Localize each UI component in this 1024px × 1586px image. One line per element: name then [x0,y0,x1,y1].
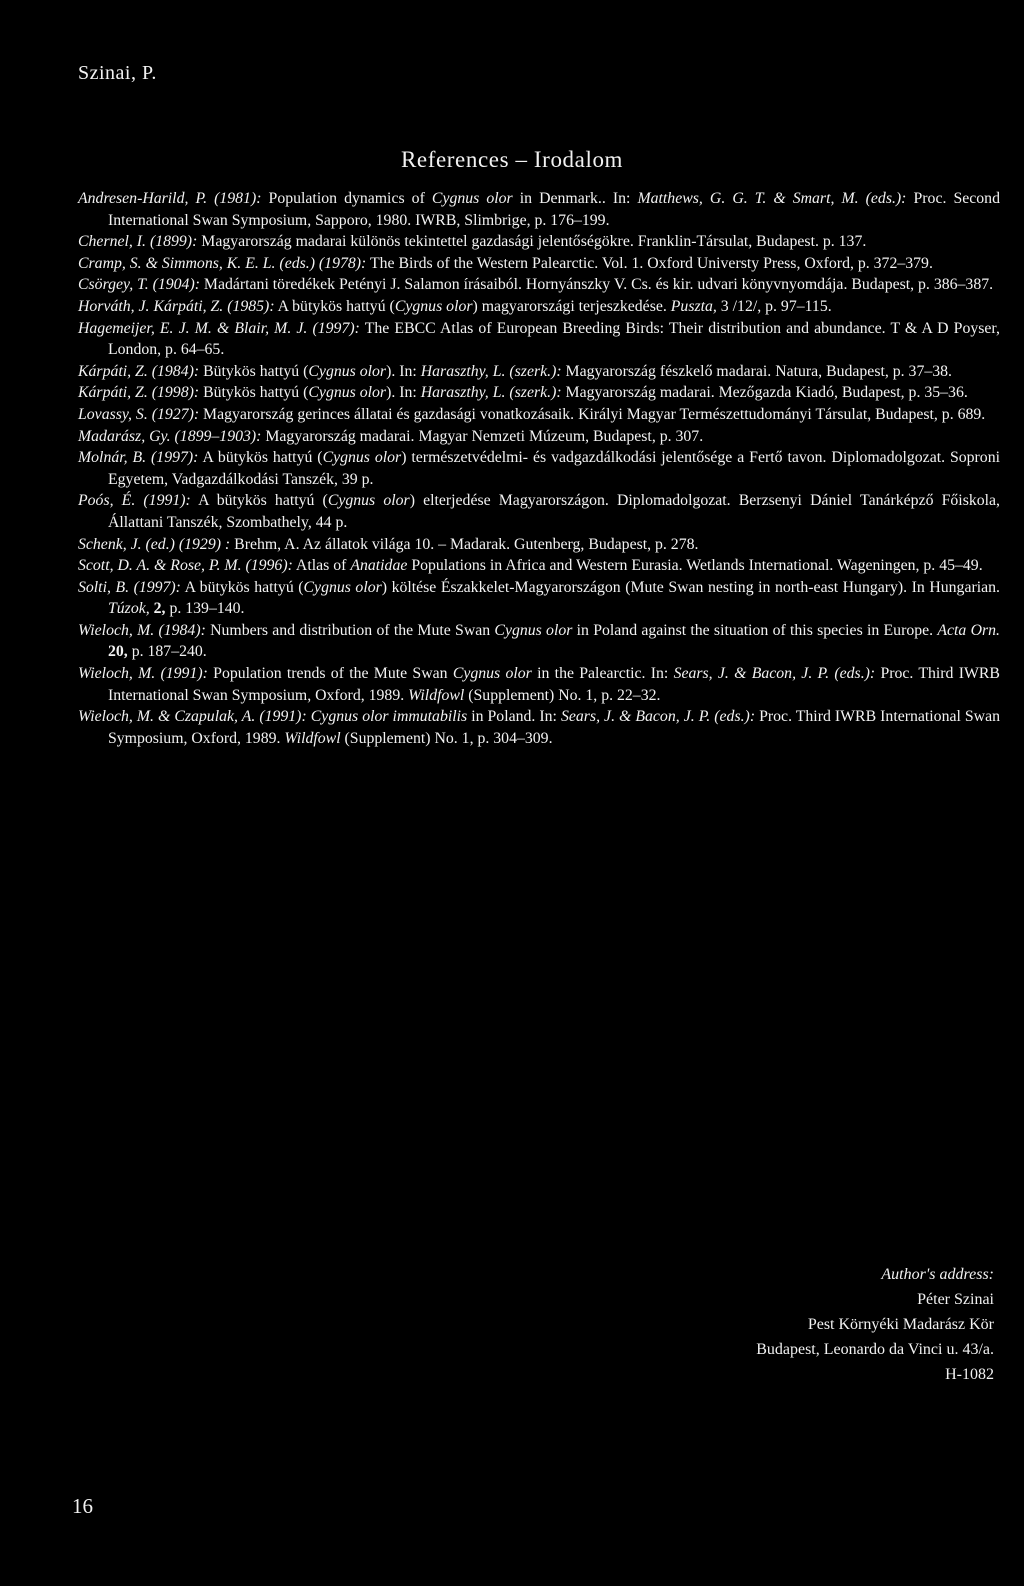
reference-italic-text: Cygnus olor [322,449,402,467]
reference-entry [78,577,1000,620]
reference-italic-text: Kárpáti, Z. (1998): [78,384,200,402]
reference-text: A bütykös hattyú ( [190,492,328,510]
reference-text: ) természetvédelmi- és vadgazdálkodási jelentősége a Fertő tavon. Diplomadolgozat. Soproni Egyetem, Vadgazdálkodási Tanszék, 39 p. [108,449,1000,488]
page-number: 16 [72,1494,93,1518]
reference-text: Bütykös hattyú ( [199,384,309,402]
reference-italic-text: Wieloch, M. & Czapulak, A. (1991): [78,708,307,726]
reference-entry [78,426,1000,448]
address-line: Pest Környéki Madarász Kör [807,1316,994,1333]
reference-text: Magyarország madarai. Mezőgazda Kiadó, Budapest, p. 35–36. [561,384,968,402]
reference-italic-text: Cygnus olor [452,665,532,683]
reference-italic-text: Wildfowl [284,729,341,747]
reference-italic-text: Wieloch, M. (1991): [78,665,208,683]
reference-text: Proc. Second International Swan Symposium, Sapporo, 1980. IWRB, Slimbrige, p. 176–199. [108,190,1000,229]
reference-text: ). In: [386,362,421,380]
reference-italic-text: Cygnus olor [327,492,410,510]
reference-text: A bütykös hattyú ( [198,449,323,467]
reference-italic-text: Cramp, S. & Simmons, K. E. L. (eds.) (1978): [78,254,367,272]
reference-text: Population dynamics of [261,190,432,207]
reference-italic-text: Wieloch, M. (1984): [78,621,206,639]
reference-italic-text: Matthews, G. G. T. & Smart, M. (eds.): [637,190,907,207]
reference-italic-text: Andresen-Harild, P. (1981): [78,190,262,207]
reference-entry [78,404,1000,426]
reference-entry [78,620,1000,663]
reference-text: Brehm, A. Az állatok világa 10. – Madarak. Gutenberg, Budapest, p. 278. [230,535,699,553]
reference-text: Magyarország madarai. Magyar Nemzeti Múzeum, Budapest, p. 307. [261,427,704,445]
reference-entry [78,188,1000,231]
address-line: Péter Szinai [917,1291,994,1308]
reference-text: Magyarország madarai különös tekintettel gazdasági jelentőségökre. Franklin-Társulat, Budapest. p. 137. [197,233,867,251]
reference-entry [78,534,1000,556]
reference-italic-text: Chernel, I. (1899): [78,233,198,251]
reference-italic-text: Wildfowl [408,686,465,704]
address-line: H-1082 [945,1366,994,1383]
reference-entry [78,318,1000,361]
reference-text: in Denmark.. In: [512,190,638,207]
reference-text: ) költése Északkelet-Magyarországon (Mute Swan nesting in north-east Hungary). In Hungarian. [381,578,1000,596]
reference-text: The Birds of the Western Palearctic. Vol. 1. Oxford Universty Press, Oxford, p. 372–379. [366,254,933,272]
reference-italic-text: Solti, B. (1997): [78,578,181,596]
reference-entry [78,663,1000,706]
reference-entry [78,361,1000,383]
reference-italic-text: Kárpáti, Z. (1984): [78,362,200,380]
reference-italic-text: Cygnus olor [308,384,387,402]
reference-text: Proc. Third IWRB International Swan Symposium, Oxford, 1989. [108,665,1000,704]
reference-text: in the Palearctic. In: [531,665,674,683]
reference-entry [78,231,1000,253]
reference-italic-text: Cygnus olor [394,297,473,315]
reference-text: ) elterjedése Magyarországon. Diplomadolgozat. Berzsenyi Dániel Tanárképző Főiskola, Állattani Tanszék, Szombathely, 44 p. [108,492,1000,531]
reference-italic-text: Puszta, [670,297,717,315]
running-header: Szinai, P. [78,62,157,84]
reference-text: p. 187–240. [127,643,207,661]
reference-text: in Poland. In: [467,708,561,726]
reference-italic-text: Túzok, [108,600,150,618]
reference-text: 3 /12/, p. 97–115. [716,297,832,315]
reference-entry [78,447,1000,490]
reference-text: A bütykös hattyú ( [180,578,304,596]
reference-italic-text: Cygnus olor [494,621,573,639]
reference-text: Numbers and distribution of the Mute Swan [205,621,495,639]
reference-italic-text: Madarász, Gy. (1899–1903): [78,427,262,445]
reference-italic-text: Cygnus olor [431,190,513,207]
reference-italic-text: Sears, J. & Bacon, J. P. (eds.): [560,708,756,726]
reference-text: The EBCC Atlas of European Breeding Birds: Their distribution and abundance. T & A D Poyser, London, p. 64–65. [108,319,1000,359]
reference-list [78,188,1000,749]
reference-text: Atlas of [292,557,351,575]
address-heading: Author's address: [881,1266,994,1283]
reference-entry [78,274,1000,296]
reference-italic-text: Haraszthy, L. (szerk.): [420,362,562,380]
reference-text: in Poland against the situation of this species in Europe. [572,621,938,639]
reference-italic-text: Schenk, J. (ed.) (1929) : [78,535,231,553]
reference-italic-text: Poós, É. (1991): [78,492,191,510]
reference-text: Population trends of the Mute Swan [207,665,453,683]
reference-entry [78,706,1000,749]
author-address [756,1262,994,1387]
reference-italic-text: Cygnus olor [308,362,387,380]
reference-italic-text: Sears, J. & Bacon, J. P. (eds.): [673,665,876,683]
reference-italic-text: Acta Orn. [937,621,1000,639]
reference-text: (Supplement) No. 1, p. 22–32. [464,686,661,704]
reference-italic-text: Hagemeijer, E. J. M. & Blair, M. J. (1997): [78,319,360,337]
reference-text: p. 139–140. [165,600,245,618]
reference-text: Proc. Third IWRB International Swan Symposium, Oxford, 1989. [108,708,1001,747]
reference-entry [78,253,1000,275]
reference-bold-text: 2, [153,600,166,618]
reference-italic-text: Csörgey, T. (1904): [78,276,200,294]
reference-italic-text: Cygnus olor immutabilis [310,708,468,726]
reference-italic-text: Anatidae [350,557,408,575]
reference-text: A bütykös hattyú ( [274,297,395,315]
reference-italic-text: Molnár, B. (1997): [78,449,199,467]
reference-text: ) magyarországi terjeszkedése. [472,297,671,315]
reference-text: (Supplement) No. 1, p. 304–309. [340,729,553,747]
reference-italic-text: Cygnus olor [303,578,382,596]
reference-italic-text: Horváth, J. Kárpáti, Z. (1985): [78,297,275,315]
reference-text: ). In: [386,384,421,402]
reference-italic-text: Scott, D. A. & Rose, P. M. (1996): [78,557,293,575]
reference-entry [78,490,1000,533]
reference-entry [78,382,1000,404]
reference-text: Populations in Africa and Western Eurasia. Wetlands International. Wageningen, p. 45–49. [407,557,983,575]
reference-entry [78,296,1000,318]
reference-italic-text: Lovassy, S. (1927): [78,405,200,423]
reference-text: Magyarország fészkelő madarai. Natura, Budapest, p. 37–38. [561,362,952,380]
reference-entry [78,555,1000,577]
section-title: References – Irodalom [400,147,624,172]
reference-text: Madártani töredékek Petényi J. Salamon írásaiból. Hornyánszky V. Cs. és kir. udvari könyvnyomdája. Budapest, p. 386–387. [199,276,994,294]
reference-italic-text: Haraszthy, L. (szerk.): [420,384,562,402]
reference-bold-text: 20, [108,643,128,661]
reference-text: Bütykös hattyú ( [199,362,309,380]
address-line: Budapest, Leonardo da Vinci u. 43/a. [756,1341,994,1358]
reference-text: Magyarország gerinces állatai és gazdasági vonatkozásaik. Királyi Magyar Természettudományi Társulat, Budapest, p. 689. [199,405,986,423]
